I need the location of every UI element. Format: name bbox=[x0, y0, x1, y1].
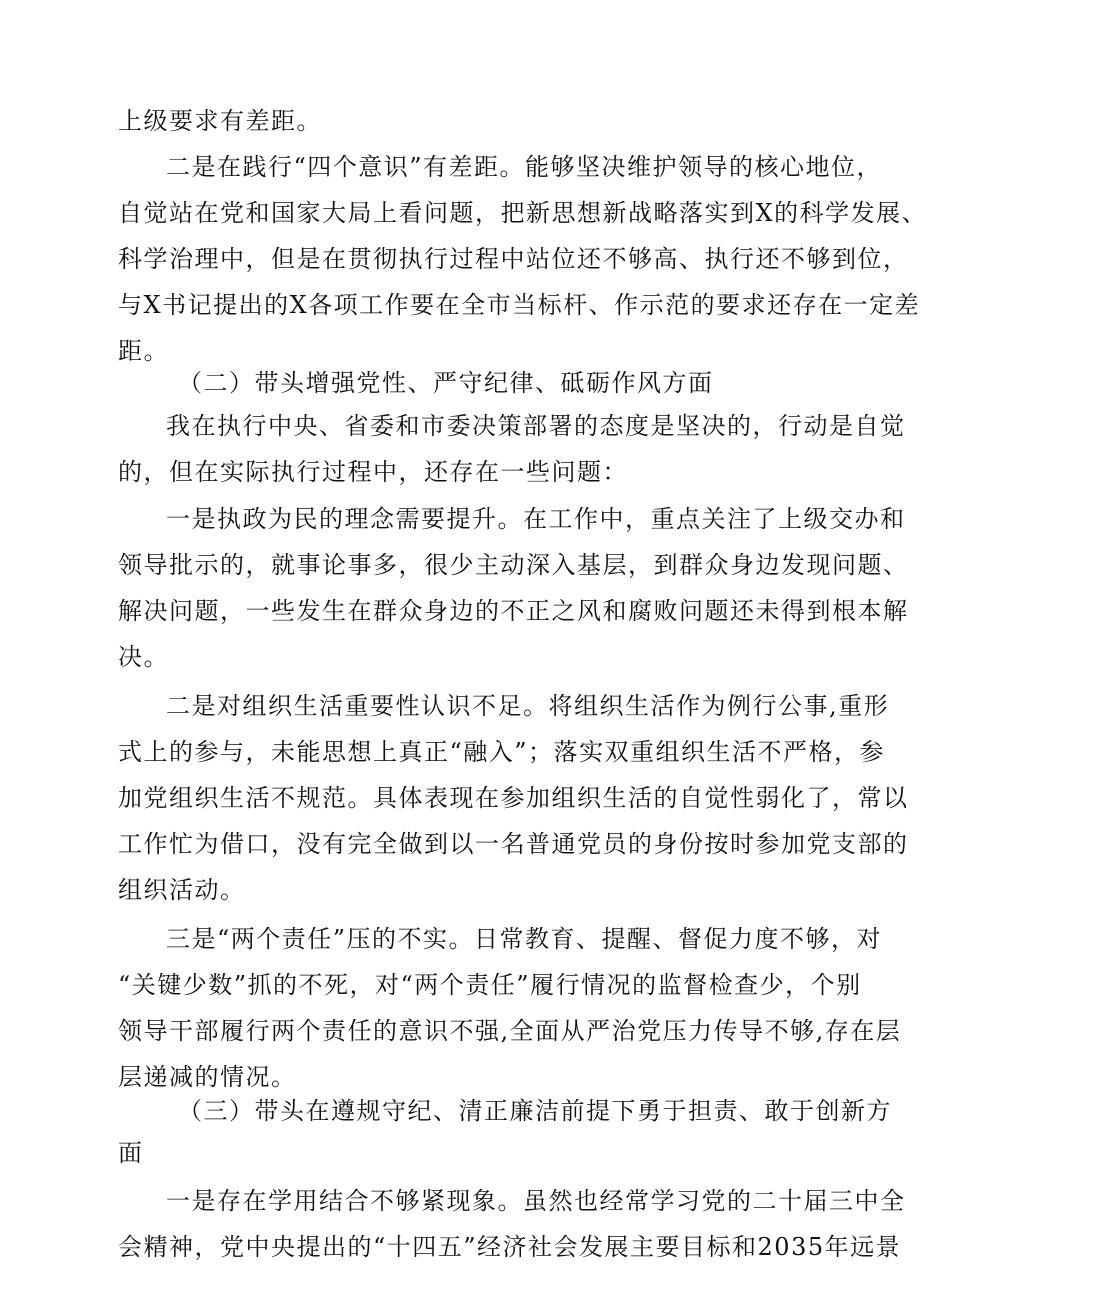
text-line: 组织活动。 bbox=[118, 876, 246, 904]
section-heading: （二）带头增强党性、严守纪律、砥砺作风方面 bbox=[178, 369, 714, 397]
text-line: 与X书记提出的X各项工作要在全市当标杆、作示范的要求还存在一定差 bbox=[118, 291, 921, 319]
text-line: 会精神，党中央提出的“十四五”经济社会发展主要目标和2035年远景 bbox=[118, 1233, 902, 1261]
text-line: 加党组织生活不规范。具体表现在参加组织生活的自觉性弱化了，常以 bbox=[118, 784, 909, 812]
section-heading: （三）带头在遵规守纪、清正廉洁前提下勇于担责、敢于创新方 bbox=[178, 1097, 892, 1125]
text-line: 二是对组织生活重要性认识不足。将组织生活作为例行公事,重形 bbox=[166, 692, 890, 720]
text-line: 科学治理中，但是在贯彻执行过程中站位还不够高、执行还不够到位， bbox=[118, 245, 909, 273]
text-line: 距。 bbox=[118, 337, 169, 365]
text-line: 的，但在实际执行过程中，还存在一些问题： bbox=[118, 458, 628, 486]
text-line: 领导干部履行两个责任的意识不强,全面从严治党压力传导不够,存在层 bbox=[118, 1017, 902, 1045]
text-line: 一是执政为民的理念需要提升。在工作中，重点关注了上级交办和 bbox=[166, 505, 906, 533]
text-line: 自觉站在党和国家大局上看问题，把新思想新战略落实到X的科学发展、 bbox=[118, 199, 928, 227]
section-heading: 面 bbox=[118, 1139, 144, 1167]
text-line: 三是“两个责任”压的不实。日常教育、提醒、督促力度不够，对 bbox=[166, 925, 883, 953]
text-line: 我在执行中央、省委和市委决策部署的态度是坚决的，行动是自觉 bbox=[166, 412, 906, 440]
text-line: 领导批示的，就事论事多，很少主动深入基层，到群众身边发现问题、 bbox=[118, 551, 909, 579]
text-line: 解决问题，一些发生在群众身边的不正之风和腐败问题还未得到根本解 bbox=[118, 597, 909, 625]
text-line: 决。 bbox=[118, 643, 169, 671]
text-line: 二是在践行“四个意识”有差距。能够坚决维护领导的核心地位， bbox=[166, 153, 883, 181]
text-line: 一是存在学用结合不够紧现象。虽然也经常学习党的二十届三中全 bbox=[166, 1187, 906, 1215]
text-line: 式上的参与，未能思想上真正“融入”；落实双重组织生活不严格，参 bbox=[118, 738, 886, 766]
text-line: 层递减的情况。 bbox=[118, 1063, 297, 1091]
text-line: 工作忙为借口，没有完全做到以一名普通党员的身份按时参加党支部的 bbox=[118, 830, 909, 858]
text-line: 上级要求有差距。 bbox=[118, 107, 322, 135]
text-line: “关键少数”抓的不死，对“两个责任”履行情况的监督检查少，个别 bbox=[118, 971, 862, 999]
